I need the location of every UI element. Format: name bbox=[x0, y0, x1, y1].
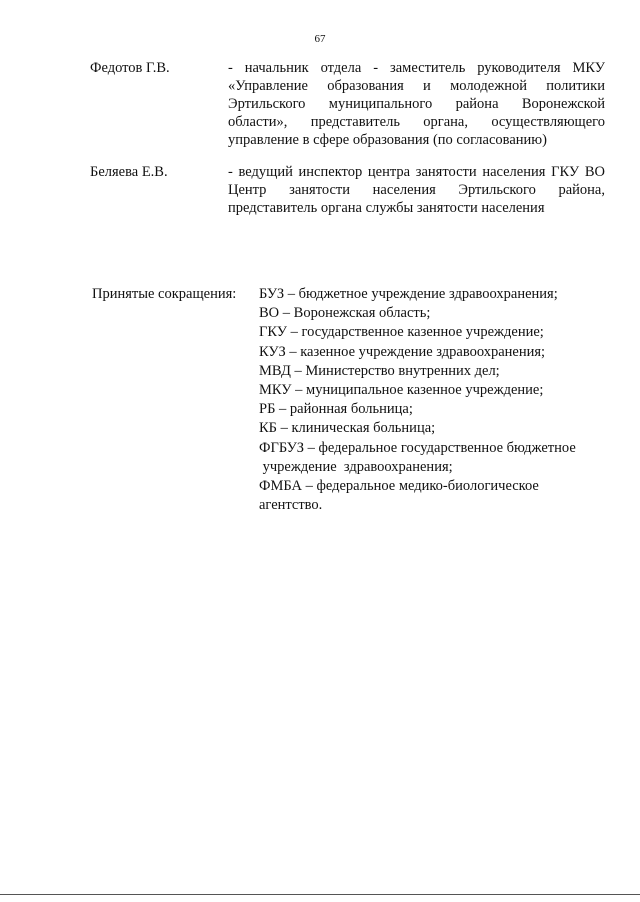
description-line: области», представитель органа, осуществляющего bbox=[228, 114, 605, 130]
description-line: - ведущий инспектор центра занятости населения ГКУ ВО bbox=[228, 164, 605, 180]
description-line: Центр занятости населения Эртильского района, bbox=[228, 182, 605, 198]
abbreviation-item: КБ – клиническая больница; bbox=[259, 420, 436, 437]
abbreviation-item: ВО – Воронежская область; bbox=[259, 305, 431, 322]
abbreviation-item: агентство. bbox=[259, 497, 323, 514]
description-line: представитель органа службы занятости населения bbox=[228, 200, 545, 216]
page-number: 67 bbox=[314, 33, 326, 45]
description-line: - начальник отдела - заместитель руководителя МКУ bbox=[228, 60, 605, 76]
member-name: Беляева Е.В. bbox=[90, 164, 168, 180]
description-line: управление в сфере образования (по согласованию) bbox=[228, 132, 547, 148]
member-description bbox=[228, 163, 605, 217]
abbreviations-heading: Принятые сокращения: bbox=[92, 286, 237, 302]
abbreviation-item: МКУ – муниципальное казенное учреждение; bbox=[259, 382, 544, 399]
page-bottom-rule bbox=[0, 894, 640, 895]
abbreviation-item: ГКУ – государственное казенное учреждение; bbox=[259, 324, 544, 341]
description-line: «Управление образования и молодежной политики bbox=[228, 78, 605, 94]
abbreviations-list bbox=[259, 285, 609, 515]
abbreviation-item: РБ – районная больница; bbox=[259, 401, 413, 418]
abbreviation-item: МВД – Министерство внутренних дел; bbox=[259, 362, 500, 379]
member-description bbox=[228, 59, 605, 149]
abbreviation-item: БУЗ – бюджетное учреждение здравоохранения; bbox=[259, 286, 558, 302]
abbreviation-item: КУЗ – казенное учреждение здравоохранения; bbox=[259, 343, 546, 360]
abbreviation-item: учреждение здравоохранения; bbox=[259, 458, 453, 475]
abbreviation-item: ФГБУЗ – федеральное государственное бюджетное bbox=[259, 439, 576, 456]
abbreviation-item: ФМБА – федеральное медико-биологическое bbox=[259, 478, 539, 495]
member-name: Федотов Г.В. bbox=[90, 60, 170, 76]
description-line: Эртильского муниципального района Воронежской bbox=[228, 96, 605, 112]
